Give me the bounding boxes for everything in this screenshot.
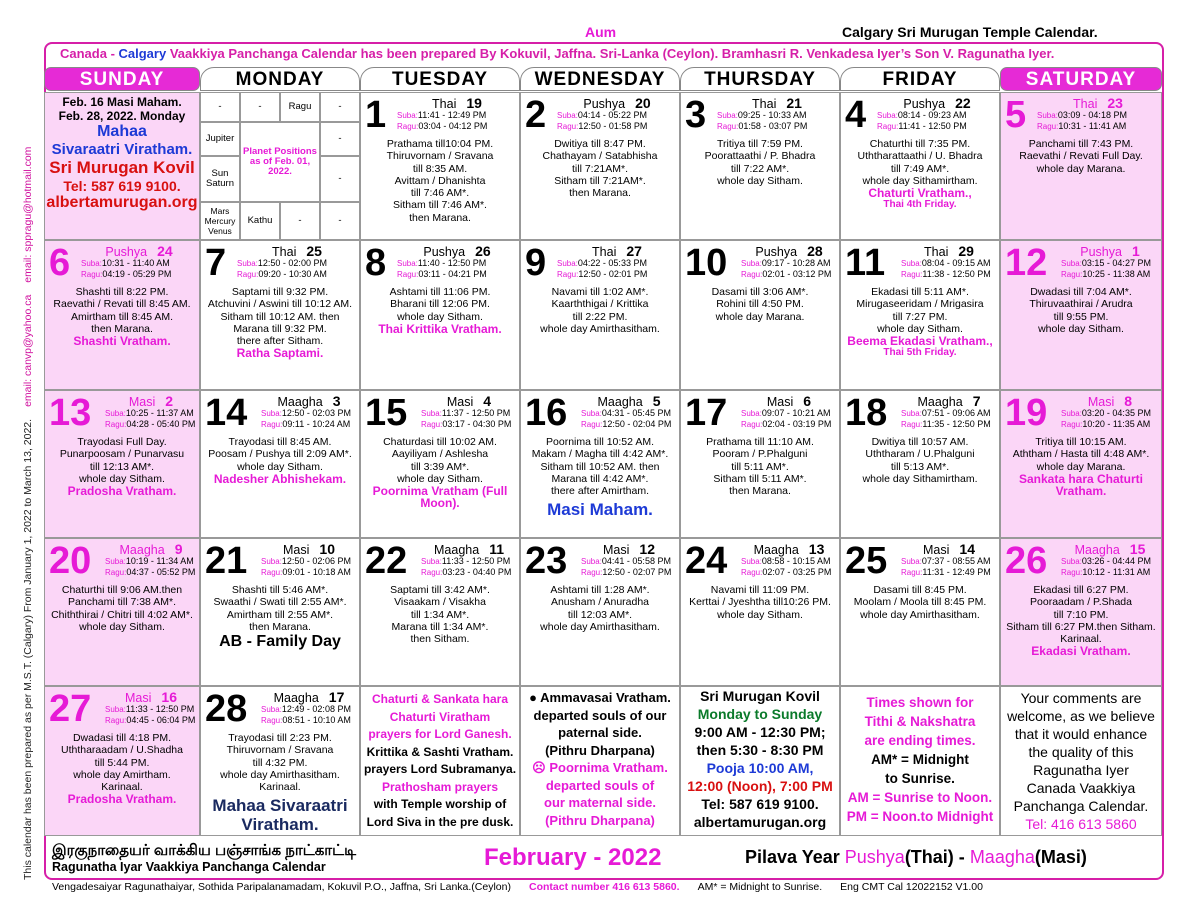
day-cell-20[interactable] — [44, 538, 200, 686]
day-number: 22 — [365, 540, 408, 582]
day-number: 12 — [1005, 242, 1048, 284]
suba-ragu-times: Suba:12:50 - 02:06 PM Ragu:09:01 - 10:18 AM — [261, 556, 351, 577]
planet-positions: - - Ragu - Jupiter Planet Positions as of Feb. 01, 2022. - Sun Saturn - Mars Mercury Venus Kathu - - — [200, 92, 360, 240]
suba-ragu-times: Suba:10:31 - 11:40 AM Ragu:04:19 - 05:29 PM — [81, 258, 172, 279]
day-cell-3[interactable] — [680, 92, 840, 240]
calendar-title: Calgary Sri Murugan Temple Calendar. — [842, 24, 1098, 40]
note-cell — [44, 92, 200, 240]
suba-ragu-times: Suba:11:33 - 12:50 PM Ragu:04:45 - 06:04 PM — [105, 704, 196, 725]
day-number: 5 — [1005, 94, 1027, 136]
day-number: 27 — [49, 688, 92, 730]
day-details: Ekadasi till 6:27 PM. Pooraadam / P.Shada till 7:10 PM. Sitham till 6:27 PM.then Sitham. Karinaal. Ekadasi Vratham. — [1006, 584, 1156, 659]
tamil-month: Pushya 26 — [423, 243, 491, 259]
day-cell-4[interactable] — [840, 92, 1000, 240]
day-number: 23 — [525, 540, 568, 582]
suba-ragu-times: Suba:11:33 - 12:50 PM Ragu:03:23 - 04:40 PM — [421, 556, 512, 577]
day-number: 24 — [685, 540, 728, 582]
address: Vengadesaiyar Ragunathaiyar, Sothida Paripalanamadam, Kokuvil P.O., Jaffna, Sri Lanka.(Ceylon) — [52, 881, 511, 893]
note-line: Feb. 16 Masi Maham. — [62, 95, 182, 109]
footer-english-title: Ragunatha Iyar Vaakkiya Panchanga Calendar — [52, 860, 326, 874]
day-number: 7 — [205, 242, 227, 284]
tamil-month: Thai 21 — [752, 95, 802, 111]
day-header-monday: MONDAY — [200, 67, 360, 91]
day-cell-16[interactable] — [520, 390, 680, 538]
day-number: 9 — [525, 242, 547, 284]
info-saturday: Your comments are welcome, as we believe that it would enhance the quality of this Ragunatha Iyer Canada Vaakkiya Panchanga Calendar. Tel: 416 613 5860 — [1000, 686, 1162, 836]
tamil-month: Pushya 28 — [755, 243, 823, 259]
tamil-month: Maagha 13 — [753, 541, 825, 557]
day-cell-21[interactable] — [200, 538, 360, 686]
suba-ragu-times: Suba:09:17 - 10:28 AM Ragu:02:01 - 03:12 PM — [741, 258, 832, 279]
day-cell-13[interactable] — [44, 390, 200, 538]
footer-bottom — [52, 881, 983, 893]
day-details: Dasami till 3:06 AM*. Rohini till 4:50 PM. whole day Marana. — [711, 286, 809, 323]
tamil-month: Pushya 1 — [1080, 243, 1140, 259]
info-friday: Times shown for Tithi & Nakshatra are ending times. AM* = Midnight to Sunrise. AM = Sunrise to Noon. PM = Noon.to Midnight — [840, 686, 1000, 836]
tamil-month: Masi 2 — [128, 393, 174, 409]
day-details: Tritiya till 7:59 PM. Poorattaathi / P. Bhadra till 7:22 AM*. whole day Sitham. — [704, 138, 816, 187]
side-note-prepared: This calendar has been prepared as per M.S.T. (Calgary) From January 1, 2022 to March 13, 2022. — [22, 418, 34, 880]
day-number: 15 — [365, 392, 408, 434]
suba-ragu-times: Suba:11:41 - 12:49 PM Ragu:03:04 - 04:12 PM — [397, 110, 488, 131]
tamil-month: Thai 19 — [432, 95, 482, 111]
tamil-month: Maagha 15 — [1074, 541, 1146, 557]
note-line: albertamurugan.org — [46, 194, 198, 211]
suba-ragu-times: Suba:04:41 - 05:58 PM Ragu:12:50 - 02:07 PM — [581, 556, 672, 577]
suba-ragu-times: Suba:11:40 - 12:50 PM Ragu:03:11 - 04:21 PM — [397, 258, 487, 279]
day-details: Shashti till 5:46 AM*. Swaathi / Swati till 2:55 AM*. Amirtham till 2:55 AM*. then Marana. AB - Family Day — [213, 584, 347, 651]
day-cell-1[interactable] — [360, 92, 520, 240]
suba-ragu-times: Suba:04:31 - 05:45 PM Ragu:12:50 - 02:04 PM — [581, 408, 672, 429]
note-line: Sri Murugan Kovil — [49, 158, 195, 177]
day-details: Chaturdasi till 10:02 AM. Aayiliyam / Ashlesha till 3:39 AM*. whole day Sitham. Poornima Vratham (Full Moon). — [372, 436, 508, 511]
tamil-month: Masi 8 — [1087, 393, 1133, 409]
note-line: Mahaa — [97, 123, 147, 140]
day-details: Shashti till 8:22 PM. Raevathi / Revati till 8:45 AM. Amirtham till 8:45 AM. then Marana. Shashti Vratham. — [53, 286, 191, 349]
day-cell-10[interactable] — [680, 240, 840, 390]
suba-ragu-times: Suba:03:15 - 04:27 PM Ragu:10:25 - 11:38 AM — [1061, 258, 1151, 279]
suba-ragu-times: Suba:12:50 - 02:00 PM Ragu:09:20 - 10:30 AM — [237, 258, 327, 279]
day-header-wednesday: WEDNESDAY — [520, 67, 680, 91]
day-number: 26 — [1005, 540, 1048, 582]
day-number: 11 — [845, 242, 886, 284]
day-cell-6[interactable] — [44, 240, 200, 390]
day-header-friday: FRIDAY — [840, 67, 1000, 91]
am-note: AM* = Midnight to Sunrise. — [697, 881, 823, 893]
tamil-month: Masi 16 — [125, 689, 177, 705]
tamil-month: Thai 27 — [592, 243, 642, 259]
tamil-month: Masi 6 — [766, 393, 812, 409]
side-notes — [22, 40, 38, 880]
suba-ragu-times: Suba:04:22 - 05:33 PM Ragu:12:50 - 02:01 PM — [557, 258, 648, 279]
tamil-month: Masi 10 — [283, 541, 335, 557]
tamil-month: Masi 14 — [923, 541, 975, 557]
day-cell-25[interactable] — [840, 538, 1000, 686]
day-cell-11[interactable] — [840, 240, 1000, 390]
day-details: Trayodasi till 2:23 PM. Thiruvornam / Sravana till 4:32 PM. whole day Amirthasitham. Karinaal. Mahaa Sivaraatri Viratham. — [212, 732, 348, 835]
suba-ragu-times: Suba:07:51 - 09:06 AM Ragu:11:35 - 12:50 PM — [901, 408, 991, 429]
tamil-month: Pushya 20 — [583, 95, 651, 111]
day-cell-28[interactable] — [200, 686, 360, 836]
day-number: 28 — [205, 688, 248, 730]
day-number: 6 — [49, 242, 71, 284]
day-details: Ashtami till 11:06 PM. Bharani till 12:06 PM. whole day Sitham. Thai Krittika Vratham. — [378, 286, 502, 336]
tamil-month: Thai 29 — [924, 243, 974, 259]
suba-ragu-times: Suba:11:37 - 12:50 PM Ragu:03:17 - 04:30 PM — [421, 408, 512, 429]
day-number: 1 — [365, 94, 387, 136]
day-number: 19 — [1005, 392, 1048, 434]
suba-ragu-times: Suba:03:09 - 04:18 PM Ragu:10:31 - 11:41 AM — [1037, 110, 1127, 131]
day-number: 17 — [685, 392, 728, 434]
day-number: 8 — [365, 242, 387, 284]
note-line: Feb. 28, 2022. Monday — [58, 109, 186, 123]
day-details: Trayodasi till 8:45 AM. Poosam / Pushya till 2:09 AM*. whole day Sitham. Nadesher Abhishekam. — [208, 436, 352, 486]
day-number: 14 — [205, 392, 248, 434]
day-details: Dwadasi till 4:18 PM. Uththaraadam / U.Shadha till 5:44 PM. whole day Amirtham. Karinaal. Pradosha Vratham. — [61, 732, 183, 807]
day-details: Prathama till 11:10 AM. Pooram / P.Phalguni till 5:11 AM*. Sitham till 5:11 AM*. then Marana. — [706, 436, 814, 498]
day-header-sunday: SUNDAY — [44, 67, 200, 91]
day-number: 13 — [49, 392, 92, 434]
day-details: Saptami till 9:32 PM. Atchuvini / Aswini till 10:12 AM. Sitham till 10:12 AM. then Marana till 9:32 PM. there after Sitham. Ratha Saptami. — [207, 286, 353, 361]
day-details: Tritiya till 10:15 AM. Aththam / Hasta till 4:48 AM*. whole day Marana. Sankata hara Chaturti Vratham. — [1012, 436, 1150, 499]
suba-ragu-times: Suba:12:49 - 02:08 PM Ragu:08:51 - 10:10 AM — [261, 704, 351, 725]
note-line: Sivaraatri Viratham. — [51, 141, 193, 158]
side-note-email-1: email: canvp@yahoo.ca — [22, 294, 34, 407]
day-details: Poornima till 10:52 AM. Makam / Magha till 4:42 AM*. Sitham till 10:52 AM. then Marana till 4:42 AM*. there after Amirtham. Masi Maham. — [531, 436, 669, 520]
day-number: 4 — [845, 94, 867, 136]
suba-ragu-times: Suba:04:14 - 05:22 PM Ragu:12:50 - 01:58 PM — [557, 110, 648, 131]
version: Eng CMT Cal 12022152 V1.00 — [840, 881, 983, 893]
day-number: 20 — [49, 540, 92, 582]
day-cell-27[interactable] — [44, 686, 200, 836]
day-cell-14[interactable] — [200, 390, 360, 538]
suba-ragu-times: Suba:08:04 - 09:15 AM Ragu:11:38 - 12:50 PM — [901, 258, 991, 279]
suba-ragu-times: Suba:07:37 - 08:55 AM Ragu:11:31 - 12:49 PM — [901, 556, 991, 577]
day-number: 18 — [845, 392, 888, 434]
day-cell-26[interactable] — [1000, 538, 1162, 686]
aum-title: Aum — [585, 24, 617, 40]
day-details: Dasami till 8:45 PM. Moolam / Moola till 8:45 PM. whole day Amirthasitham. — [853, 584, 987, 621]
day-number: 2 — [525, 94, 547, 136]
tamil-month: Pushya 22 — [903, 95, 971, 111]
day-number: 21 — [205, 540, 248, 582]
info-thursday: Sri Murugan Kovil Monday to Sunday 9:00 AM - 12:30 PM; then 5:30 - 8:30 PM Pooja 10:00 AM, 12:00 (Noon), 7:00 PM Tel: 587 619 9100. albertamurugan.org — [680, 686, 840, 836]
note-line: Tel: 587 619 9100. — [63, 178, 181, 194]
day-cell-8[interactable] — [360, 240, 520, 390]
side-note-email-2: email: sppragu@hotmail.com — [22, 146, 34, 283]
day-cell-19[interactable] — [1000, 390, 1162, 538]
tamil-month: Thai 23 — [1073, 95, 1123, 111]
day-cell-22[interactable] — [360, 538, 520, 686]
suba-ragu-times: Suba:09:07 - 10:21 AM Ragu:02:04 - 03:19 PM — [741, 408, 832, 429]
day-details: Trayodasi Full Day. Punarpoosam / Punarvasu till 12:13 AM*. whole day Sitham. Pradosha Vratham. — [59, 436, 185, 499]
tamil-month: Maagha 9 — [119, 541, 183, 557]
tamil-month: Pushya 24 — [105, 243, 173, 259]
day-cell-12[interactable] — [1000, 240, 1162, 390]
day-number: 3 — [685, 94, 707, 136]
day-details: Ashtami till 1:28 AM*. Anusham / Anuradha till 12:03 AM*. whole day Amirthasitham. — [540, 584, 660, 633]
day-cell-9[interactable] — [520, 240, 680, 390]
day-details: Chaturthi till 9:06 AM.then Panchami till 7:38 AM*. Chiththirai / Chitri till 4:02 AM*. whole day Sitham. — [51, 584, 193, 633]
day-cell-15[interactable] — [360, 390, 520, 538]
day-cell-23[interactable] — [520, 538, 680, 686]
suba-ragu-times: Suba:10:25 - 11:37 AM Ragu:04:28 - 05:40 PM — [105, 408, 196, 429]
day-number: 10 — [685, 242, 728, 284]
tamil-month: Thai 25 — [272, 243, 322, 259]
tamil-month: Maagha 11 — [434, 541, 504, 557]
day-cell-18[interactable] — [840, 390, 1000, 538]
tamil-month: Maagha 17 — [273, 689, 345, 705]
tamil-month: Masi 12 — [603, 541, 655, 557]
contact-number: Contact number 416 613 5860. — [528, 881, 680, 893]
day-details: Saptami till 3:42 AM*. Visaakam / Visakha till 1:34 AM*. Marana till 1:34 AM*. then Sitham. — [390, 584, 490, 646]
day-cell-7[interactable] — [200, 240, 360, 390]
month-title: February - 2022 — [484, 844, 662, 871]
day-header-tuesday: TUESDAY — [360, 67, 520, 91]
day-cell-5[interactable] — [1000, 92, 1162, 240]
suba-ragu-times: Suba:08:14 - 09:23 AM Ragu:11:41 - 12:50 PM — [877, 110, 967, 131]
day-details: Ekadasi till 5:11 AM*. Mirugaseeridam / Mrigasira till 7:27 PM. whole day Sitham. Beema Ekadasi Vratham., Thai 5th Friday. — [847, 286, 993, 359]
day-details: Dwitiya till 8:47 PM. Chathayam / Satabhisha till 7:21AM*. Sitham till 7:21AM*. then Marana. — [542, 138, 658, 200]
info-wednesday: ● Ammavasai Vratham. departed souls of our paternal side. (Pithru Dharpana) ☹ Poornima Vratham. departed souls of our maternal side. (Pithru Dharpana) — [520, 686, 680, 836]
day-details: Prathama till10:04 PM. Thiruvornam / Sravana till 8:35 AM. Avittam / Dhanishta till 7:46 AM*. Sitham till 7:46 AM*. then Marana. — [386, 138, 494, 224]
suba-ragu-times: Suba:12:50 - 02:03 PM Ragu:09:11 - 10:24 AM — [261, 408, 351, 429]
suba-ragu-times: Suba:09:25 - 10:33 AM Ragu:01:58 - 03:07 PM — [717, 110, 808, 131]
suba-ragu-times: Suba:03:20 - 04:35 PM Ragu:10:20 - 11:35 AM — [1061, 408, 1151, 429]
tamil-month: Masi 4 — [446, 393, 492, 409]
day-details: Dwadasi till 7:04 AM*. Thiruvaathirai / Arudra till 9:55 PM. whole day Sitham. — [1029, 286, 1133, 335]
day-details: Navami till 1:02 AM*. Kaarththigai / Krittika till 2:22 PM. whole day Amirthasitham. — [540, 286, 660, 335]
day-cell-17[interactable] — [680, 390, 840, 538]
day-details: Chaturthi till 7:35 PM. Uththarattaathi / U. Bhadra till 7:49 AM*. whole day Sithamirtham. Chaturti Vratham., Thai 4th Friday. — [857, 138, 983, 211]
footer-tamil-title: இரகுநாதையர் வாக்கிய பஞ்சாங்க நாட்காட்டி — [52, 842, 357, 859]
day-number: 25 — [845, 540, 888, 582]
suba-ragu-times: Suba:08:58 - 10:15 AM Ragu:02:07 - 03:25 PM — [741, 556, 832, 577]
day-cell-2[interactable] — [520, 92, 680, 240]
day-cell-24[interactable] — [680, 538, 840, 686]
day-number: 16 — [525, 392, 568, 434]
day-details: Dwitiya till 10:57 AM. Uththaram / U.Phalguni till 5:13 AM*. whole day Sithamirtham. — [862, 436, 978, 485]
suba-ragu-times: Suba:10:19 - 11:34 AM Ragu:04:37 - 05:52 PM — [105, 556, 196, 577]
tamil-month: Maagha 3 — [277, 393, 341, 409]
day-header-thursday: THURSDAY — [680, 67, 840, 91]
day-details: Panchami till 7:43 PM. Raevathi / Revati Full Day. whole day Marana. — [1019, 138, 1143, 175]
info-tuesday: Chaturti & Sankata hara Chaturti Viratham prayers for Lord Ganesh. Krittika & Sashti Vratham. prayers Lord Subramanya. Prathosham prayers with Temple worship of Lord Siva in the pre dusk. — [360, 686, 520, 836]
tamil-month: Maagha 5 — [597, 393, 661, 409]
tamil-month: Maagha 7 — [917, 393, 981, 409]
suba-ragu-times: Suba:03:26 - 04:44 PM Ragu:10:12 - 11:31 AM — [1061, 556, 1151, 577]
day-header-saturday: SATURDAY — [1000, 67, 1162, 91]
year-title: Pilava Year Pushya(Thai) - Maagha(Masi) — [745, 847, 1087, 867]
day-details: Navami till 11:09 PM. Kerttai / Jyeshtha till10:26 PM. whole day Sitham. — [689, 584, 831, 621]
intro-line: Canada - Calgary Vaakkiya Panchanga Calendar has been prepared By Kokuvil, Jaffna. Sri-Lanka (Ceylon). Bramhasri R. Venkadesa Iyer’s Son V. Ragunatha Iyer. — [60, 46, 1055, 61]
